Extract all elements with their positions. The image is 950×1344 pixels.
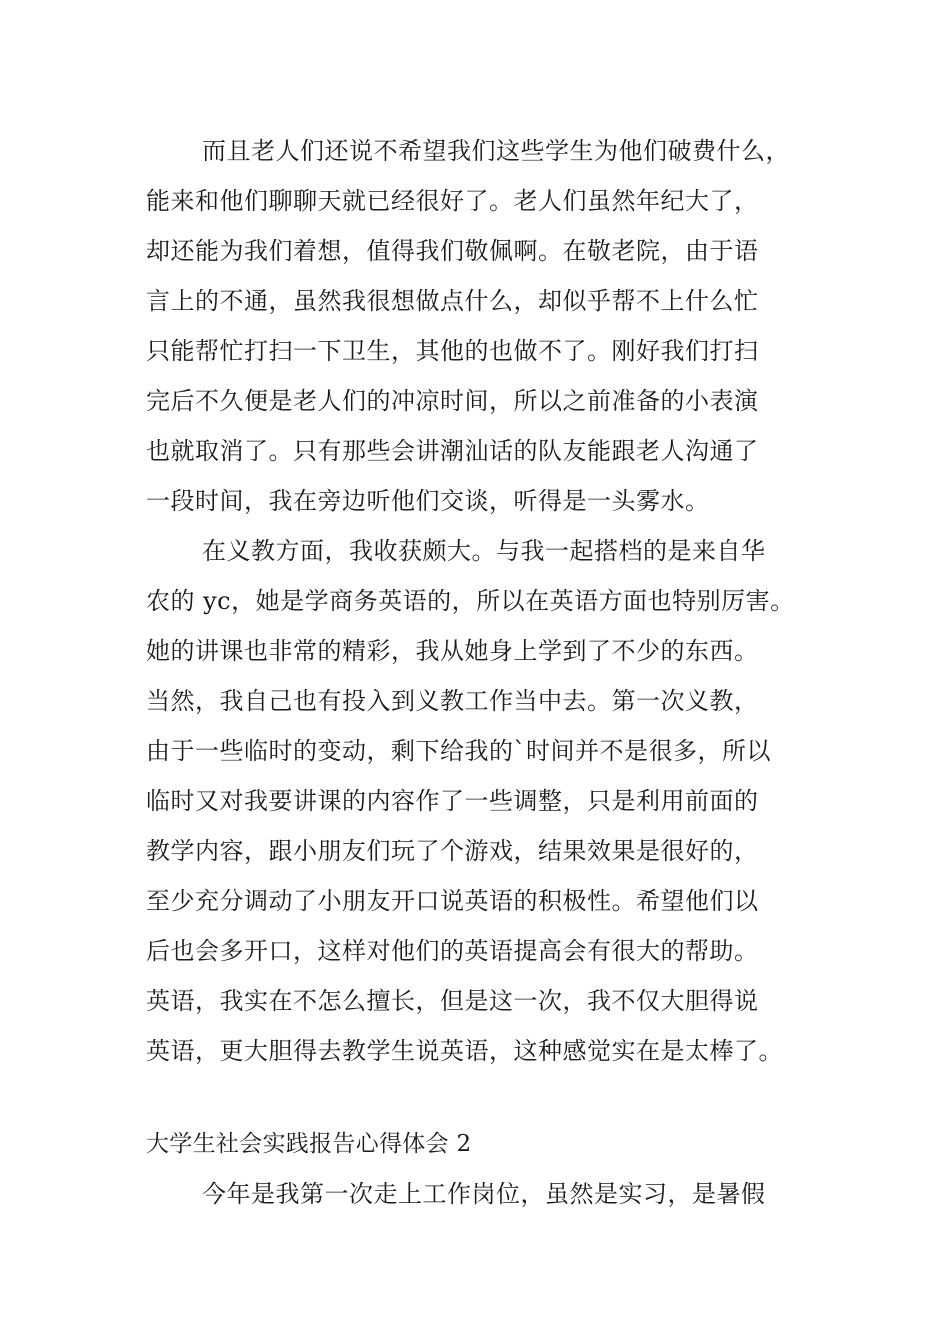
text-line: 只能帮忙打扫一下卫生，其他的也做不了。刚好我们打扫	[146, 337, 759, 365]
text-line: 英语，更大胆得去教学生说英语，这种感觉实在是太棒了。	[146, 1037, 783, 1065]
text-line: 至少充分调动了小朋友开口说英语的积极性。希望他们以	[146, 887, 759, 915]
paragraph-internship	[146, 1169, 826, 1219]
text-line: 在义教方面，我收获颇大。与我一起搭档的是来自华	[202, 537, 766, 565]
text-line: 也就取消了。只有那些会讲潮汕话的队友能跟老人沟通了	[146, 437, 759, 465]
section-title: 大学生社会实践报告心得体会 2	[146, 1131, 472, 1157]
text-line: 教学内容，跟小朋友们玩了个游戏，结果效果是很好的，	[146, 837, 759, 865]
text-line: 能来和他们聊聊天就已经很好了。老人们虽然年纪大了，	[146, 187, 759, 215]
text-line: 今年是我第一次走上工作岗位，虽然是实习，是暑假	[202, 1180, 766, 1208]
paragraph-elderly-home	[146, 126, 826, 526]
text-line: 当然，我自己也有投入到义教工作当中去。第一次义教，	[146, 687, 759, 715]
text-line: 完后不久便是老人们的冲凉时间，所以之前准备的小表演	[146, 387, 759, 415]
text-line: 她的讲课也非常的精彩，我从她身上学到了不少的东西。	[146, 637, 759, 665]
text-line: 由于一些临时的变动，剩下给我的`时间并不是很多，所以	[146, 737, 771, 765]
text-line: 言上的不通，虽然我很想做点什么，却似乎帮不上什么忙	[146, 287, 759, 315]
text-line: 英语，我实在不怎么擅长，但是这一次，我不仅大胆得说	[146, 987, 759, 1015]
text-line: 后也会多开口，这样对他们的英语提高会有很大的帮助。	[146, 937, 759, 965]
text-line: 却还能为我们着想，值得我们敬佩啊。在敬老院，由于语	[146, 237, 759, 265]
document-body	[146, 126, 826, 1219]
text-line: 农的 yc，她是学商务英语的，所以在英语方面也特别厉害。	[146, 587, 795, 615]
paragraph-volunteer-teaching	[146, 526, 826, 1076]
text-line: 而且老人们还说不希望我们这些学生为他们破费什么，	[202, 137, 790, 165]
text-line: 临时又对我要讲课的内容作了一些调整，只是利用前面的	[146, 787, 759, 815]
text-line: 一段时间，我在旁边听他们交谈，听得是一头雾水。	[146, 487, 710, 515]
